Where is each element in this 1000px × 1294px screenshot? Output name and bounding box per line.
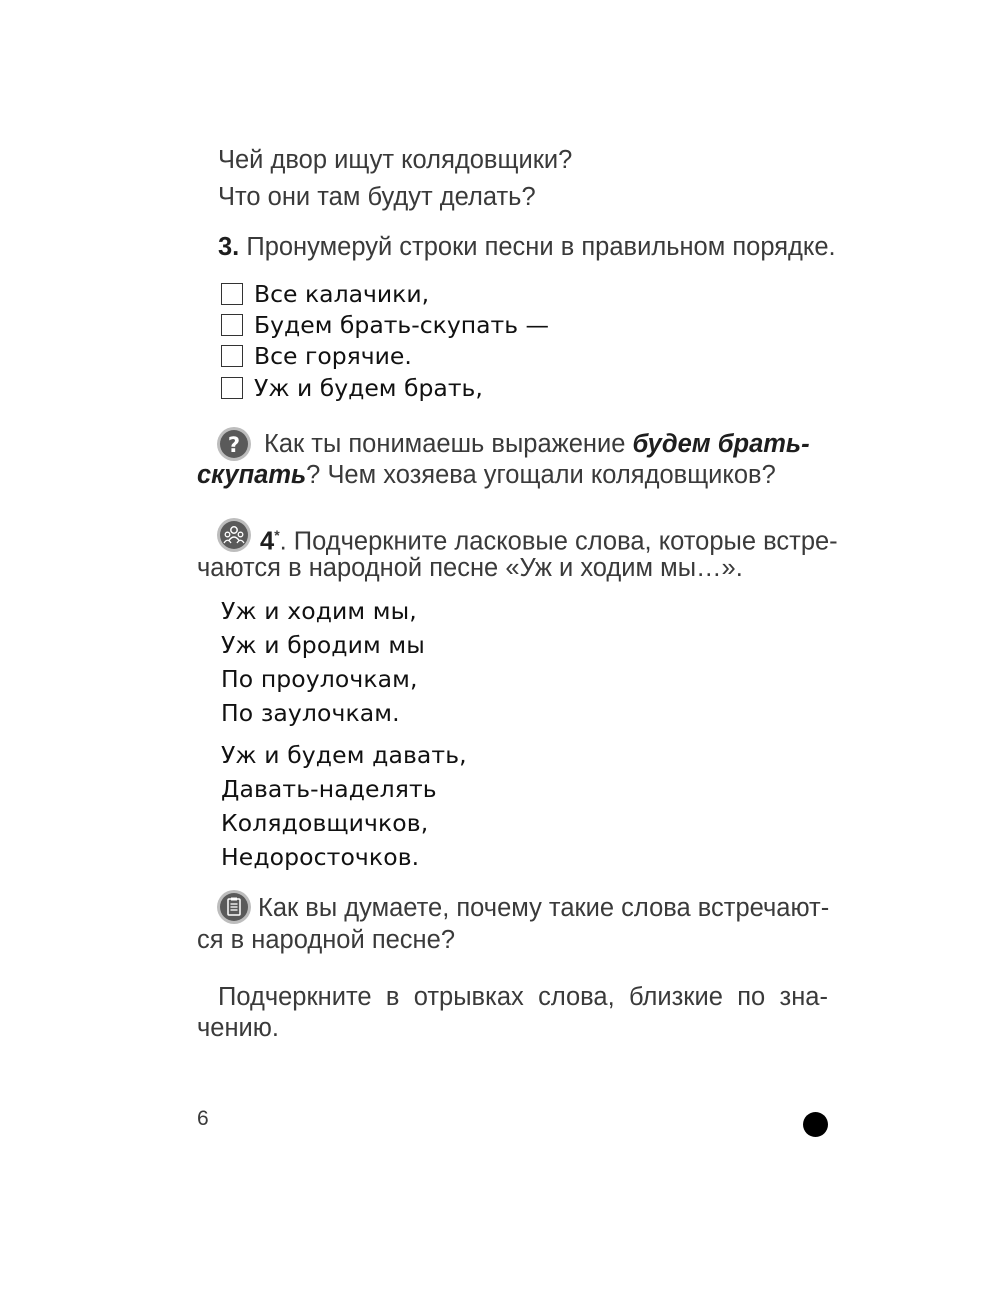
page-number: 6: [197, 1107, 209, 1130]
poem-line: По заулочкам.: [221, 699, 400, 727]
page-marker-dot: [803, 1112, 828, 1137]
clipboard-icon: [217, 890, 251, 924]
option-label: Все горячие.: [254, 342, 412, 370]
option-label: Все калачики,: [254, 280, 430, 308]
question-text: Как ты понимаешь выражение: [264, 430, 633, 458]
final-task-line: чению.: [197, 1014, 280, 1042]
key-phrase: будем брать-: [632, 430, 810, 458]
option-row: [221, 342, 412, 370]
question-paragraph: [197, 429, 827, 491]
checkbox[interactable]: [221, 377, 243, 399]
poem-line: Колядовщичков,: [221, 809, 429, 837]
discussion-line: Как вы думаете, почему такие слова встречают-: [258, 894, 830, 922]
task-number: 3.: [218, 233, 240, 261]
svg-text:?: ?: [227, 433, 241, 457]
task-number: 4: [260, 527, 275, 556]
key-phrase: скупать: [197, 461, 307, 489]
option-row: [221, 374, 483, 402]
poem-line: Уж и ходим мы,: [221, 597, 417, 625]
final-task-line: Подчеркните в отрывках слова, близкие по зна-: [218, 983, 828, 1011]
question-text: ? Чем хозяева угощали колядовщиков?: [306, 461, 776, 489]
option-row: [221, 280, 429, 308]
poem-line: По проулочкам,: [221, 665, 418, 693]
asterisk: *: [274, 527, 280, 543]
poem-line: Давать-наделять: [221, 775, 437, 803]
discussion-line: ся в народной песне?: [197, 926, 456, 954]
poem-line: Уж и бродим мы: [221, 631, 425, 659]
poem-line: Недоросточков.: [221, 843, 420, 871]
question-line: Чей двор ищут колядовщики?: [218, 146, 573, 174]
group-work-icon: [217, 518, 251, 552]
task-4-line: [260, 520, 838, 558]
task-4-line: чаются в народной песне «Уж и ходим мы…».: [197, 554, 743, 582]
option-label: Будем брать-скупать —: [254, 311, 550, 339]
option-label: Уж и будем брать,: [254, 374, 483, 402]
poem-line: Уж и будем давать,: [221, 741, 467, 769]
checkbox[interactable]: [221, 283, 243, 305]
question-line: Что они там будут делать?: [218, 183, 536, 211]
task-text: Пронумеруй строки песни в правильном порядке.: [239, 233, 836, 261]
checkbox[interactable]: [221, 345, 243, 367]
checkbox[interactable]: [221, 314, 243, 336]
task-3-heading: [218, 232, 836, 263]
task-text: . Подчеркните ласковые слова, которые встре-: [279, 527, 838, 556]
option-row: [221, 311, 549, 339]
